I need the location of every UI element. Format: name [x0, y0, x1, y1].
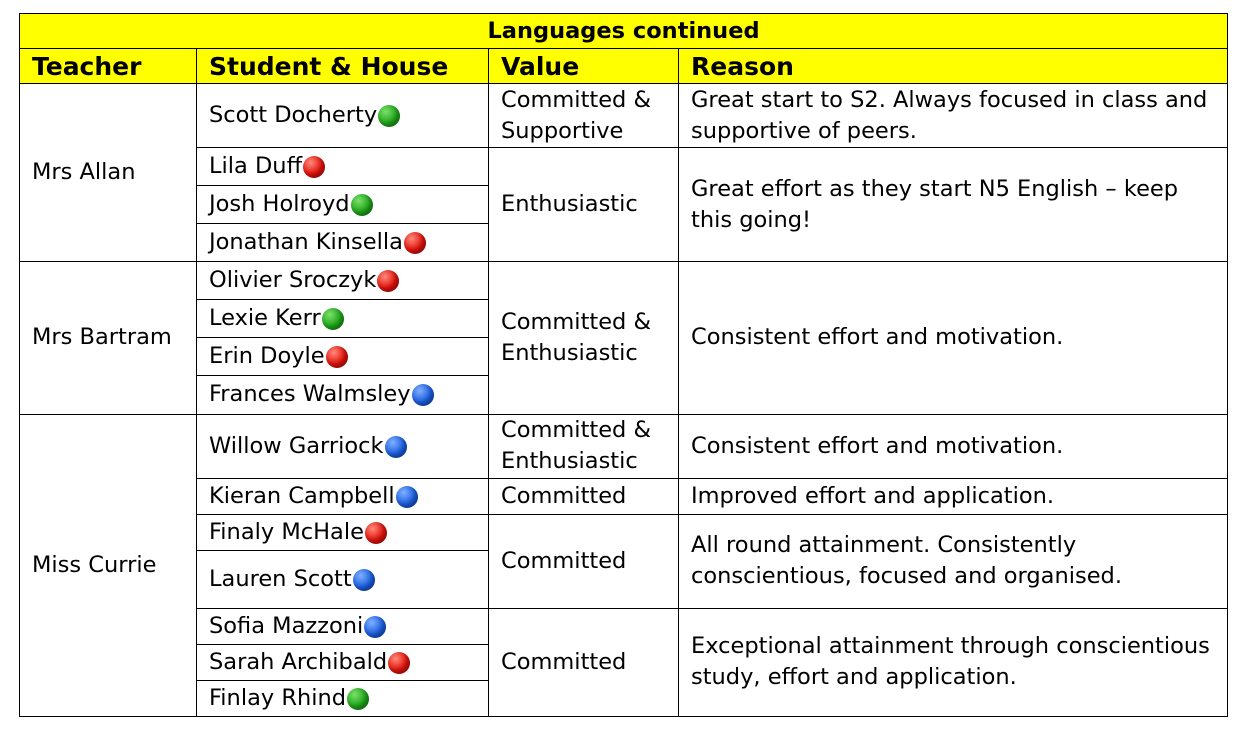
reason-cell: Consistent effort and motivation. — [679, 262, 1228, 414]
teacher-cell: Miss Currie — [20, 414, 197, 717]
student-cell — [197, 84, 489, 148]
house-green-dot-icon — [351, 194, 373, 216]
reason-cell: Great effort as they start N5 English – keep this going! — [679, 148, 1228, 262]
student-name: Finaly McHale — [209, 518, 364, 545]
student-cell — [197, 262, 489, 300]
student-cell — [197, 514, 489, 550]
student-cell — [197, 414, 489, 478]
student-name: Erin Doyle — [209, 343, 325, 370]
house-blue-dot-icon — [353, 569, 375, 591]
table-title: Languages continued — [20, 14, 1228, 49]
table-row — [20, 262, 1228, 300]
student-cell — [197, 608, 489, 644]
table-row — [20, 84, 1228, 148]
student-name: Lexie Kerr — [209, 305, 321, 332]
student-cell — [197, 680, 489, 716]
title-row — [20, 14, 1228, 49]
table-row — [20, 414, 1228, 478]
student-cell — [197, 478, 489, 514]
value-cell: Committed & Enthusiastic — [489, 414, 679, 478]
student-name: Scott Docherty — [209, 102, 378, 129]
student-name: Finlay Rhind — [209, 684, 347, 711]
header-row — [20, 49, 1228, 84]
student-name: Jonathan Kinsella — [209, 229, 403, 256]
reason-cell: All round attainment. Consistently conscientious, focused and organised. — [679, 514, 1228, 608]
student-cell — [197, 376, 489, 414]
house-green-dot-icon — [378, 105, 400, 127]
house-blue-dot-icon — [412, 384, 434, 406]
student-name: Sofia Mazzoni — [209, 612, 364, 639]
student-cell — [197, 338, 489, 376]
value-cell: Committed & Supportive — [489, 84, 679, 148]
reason-cell: Exceptional attainment through conscientious study, effort and application. — [679, 608, 1228, 716]
house-green-dot-icon — [347, 688, 369, 710]
student-cell — [197, 186, 489, 224]
teacher-cell: Mrs Bartram — [20, 262, 197, 414]
house-blue-dot-icon — [364, 616, 386, 638]
student-cell — [197, 300, 489, 338]
table-row — [20, 148, 1228, 186]
student-name: Josh Holroyd — [209, 191, 350, 218]
value-cell: Committed — [489, 478, 679, 514]
student-cell — [197, 550, 489, 608]
house-red-dot-icon — [365, 522, 387, 544]
student-name: Lila Duff — [209, 153, 303, 180]
student-cell — [197, 148, 489, 186]
house-red-dot-icon — [303, 156, 325, 178]
house-red-dot-icon — [388, 652, 410, 674]
student-name: Olivier Sroczyk — [209, 267, 377, 294]
house-blue-dot-icon — [385, 436, 407, 458]
house-red-dot-icon — [326, 346, 348, 368]
student-name: Sarah Archibald — [209, 648, 388, 675]
value-cell: Committed — [489, 608, 679, 716]
value-cell: Enthusiastic — [489, 148, 679, 262]
header-teacher: Teacher — [20, 49, 197, 84]
student-name: Lauren Scott — [209, 565, 352, 592]
house-green-dot-icon — [322, 308, 344, 330]
table-row — [20, 608, 1228, 644]
teacher-cell: Mrs Allan — [20, 84, 197, 262]
header-student: Student & House — [197, 49, 489, 84]
student-name: Willow Garriock — [209, 432, 384, 459]
header-reason: Reason — [679, 49, 1228, 84]
table-row — [20, 478, 1228, 514]
student-name: Frances Walmsley — [209, 381, 411, 408]
house-red-dot-icon — [377, 270, 399, 292]
table-row — [20, 514, 1228, 550]
header-value: Value — [489, 49, 679, 84]
student-cell — [197, 644, 489, 680]
reason-cell: Consistent effort and motivation. — [679, 414, 1228, 478]
house-red-dot-icon — [404, 232, 426, 254]
awards-table — [19, 13, 1228, 717]
reason-cell: Great start to S2. Always focused in class and supportive of peers. — [679, 84, 1228, 148]
student-cell — [197, 224, 489, 262]
student-name: Kieran Campbell — [209, 482, 395, 509]
value-cell: Committed & Enthusiastic — [489, 262, 679, 414]
reason-cell: Improved effort and application. — [679, 478, 1228, 514]
house-blue-dot-icon — [396, 486, 418, 508]
value-cell: Committed — [489, 514, 679, 608]
